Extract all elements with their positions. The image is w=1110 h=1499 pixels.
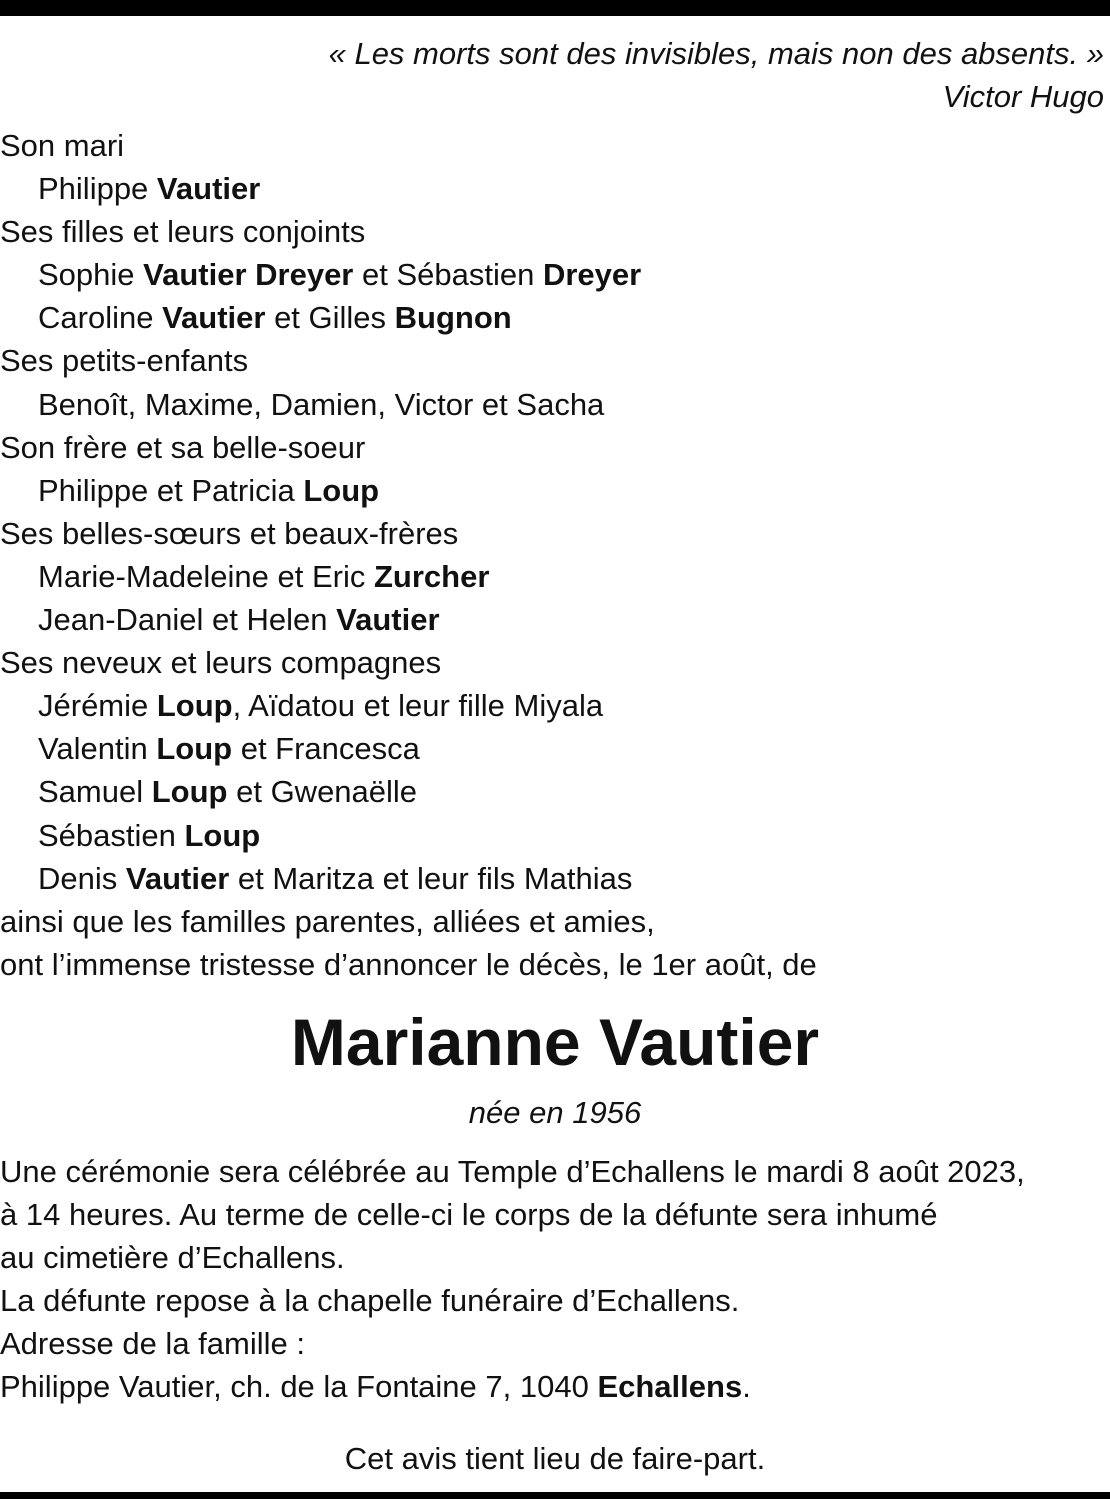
text-segment: Sophie	[38, 257, 144, 293]
ceremony-line	[0, 1150, 1100, 1193]
family-heading-line	[0, 210, 1100, 253]
text-segment: Ses belles-sœurs et beaux-frères	[0, 515, 459, 551]
text-segment: et Gwenaëlle	[227, 774, 418, 810]
text-segment: et Maritza et leur fils Mathias	[229, 860, 633, 896]
family-heading-line	[0, 339, 1100, 382]
family-heading-line	[0, 512, 1100, 555]
deceased-born: née en 1956	[468, 1095, 642, 1130]
text-segment: Son frère et sa belle-soeur	[0, 429, 366, 465]
text-segment: ainsi que les familles parentes, alliées et amies,	[0, 903, 655, 939]
text-segment: à 14 heures. Au terme de celle-ci le corps de la défunte sera inhumé	[0, 1197, 938, 1232]
text-segment: au cimetière d’Echallens.	[0, 1240, 345, 1275]
text-segment: Sébastien	[38, 817, 185, 853]
text-segment: Adresse de la famille :	[0, 1326, 305, 1361]
text-segment: Une cérémonie sera célébrée au Temple d’Echallens le mardi 8 août 2023,	[0, 1154, 1025, 1189]
text-segment: et Sébastien	[353, 257, 543, 293]
text-segment: Philippe et Patricia	[38, 472, 304, 508]
top-rule	[0, 0, 1110, 16]
family-member-line	[0, 253, 1100, 296]
text-segment: Valentin	[38, 731, 157, 767]
text-segment: Marie-Madeleine et Eric	[38, 558, 374, 594]
footer-note: Cet avis tient lieu de faire-part.	[344, 1441, 766, 1476]
bottom-rule	[0, 1492, 1110, 1499]
surname: Echallens	[597, 1369, 743, 1404]
text-segment: Philippe Vautier, ch. de la Fontaine 7, 1040	[0, 1369, 598, 1404]
family-heading-line	[0, 124, 1100, 167]
ceremony-line	[0, 1322, 1100, 1365]
surname: Vautier Dreyer	[143, 257, 354, 293]
ceremony-details	[0, 1150, 1100, 1408]
text-segment: La défunte repose à la chapelle funéraire d’Echallens.	[0, 1283, 740, 1318]
surname: Vautier	[156, 171, 261, 207]
epigraph-quote: « Les morts sont des invisibles, mais non des absents. »	[328, 36, 1104, 71]
surname: Loup	[303, 472, 380, 508]
surname: Loup	[151, 774, 228, 810]
family-heading-line	[0, 641, 1100, 684]
surname: Vautier	[162, 300, 266, 336]
family-list	[0, 124, 1100, 986]
family-member-line	[0, 469, 1100, 512]
family-heading-line	[0, 943, 1100, 986]
text-segment: Samuel	[38, 774, 152, 810]
text-segment: Jérémie	[38, 688, 157, 724]
ceremony-line	[0, 1236, 1100, 1279]
family-member-line	[0, 857, 1100, 900]
text-segment: .	[742, 1369, 751, 1404]
epigraph	[329, 32, 1104, 118]
ceremony-line	[0, 1193, 1100, 1236]
text-segment: Ses neveux et leurs compagnes	[0, 645, 442, 681]
family-member-line	[0, 770, 1100, 813]
surname: Loup	[184, 817, 261, 853]
family-member-line	[0, 555, 1100, 598]
text-segment: ont l’immense tristesse d’annoncer le décès, le 1er août, de	[0, 946, 817, 982]
surname: Dreyer	[542, 257, 642, 293]
text-segment: Caroline	[38, 300, 163, 336]
surname: Loup	[156, 688, 233, 724]
family-member-line	[0, 727, 1100, 770]
ceremony-line	[0, 1279, 1100, 1322]
family-heading-line	[0, 900, 1100, 943]
surname: Bugnon	[394, 300, 512, 336]
family-heading-line	[0, 426, 1100, 469]
family-member-line	[0, 167, 1100, 210]
text-segment: Jean-Daniel et Helen	[38, 602, 337, 638]
surname: Zurcher	[373, 558, 490, 594]
text-segment: et Francesca	[232, 731, 420, 767]
text-segment: Denis	[38, 860, 126, 896]
text-segment: , Aïdatou et leur fille Miyala	[232, 688, 604, 724]
family-member-line	[0, 598, 1100, 641]
family-member-line	[0, 296, 1100, 339]
surname: Vautier	[336, 602, 440, 638]
ceremony-line	[0, 1365, 1100, 1408]
family-member-line	[0, 684, 1100, 727]
family-member-line	[0, 383, 1100, 426]
deceased-name: Marianne Vautier	[290, 1005, 820, 1079]
family-member-line	[0, 814, 1100, 857]
epigraph-author: Victor Hugo	[942, 79, 1104, 114]
text-segment: Philippe	[38, 171, 157, 207]
surname: Vautier	[125, 860, 230, 896]
text-segment: Ses petits-enfants	[0, 343, 249, 379]
text-segment: et Gilles	[265, 300, 395, 336]
surname: Loup	[156, 731, 233, 767]
text-segment: Ses filles et leurs conjoints	[0, 214, 366, 250]
text-segment: Son mari	[0, 128, 125, 163]
text-segment: Benoît, Maxime, Damien, Victor et Sacha	[38, 386, 605, 422]
